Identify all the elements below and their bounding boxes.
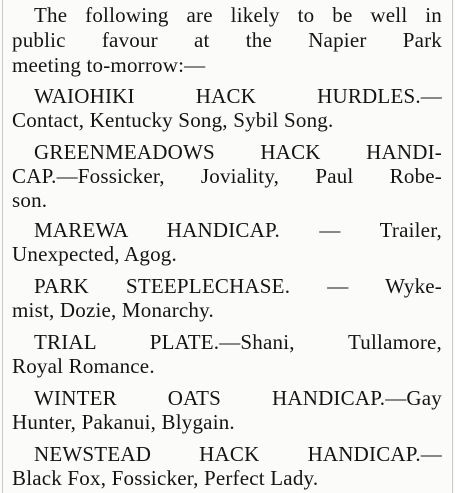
intro-line-1: The following are likely to be well in: [34, 3, 442, 27]
right-column-edge: [452, 0, 453, 493]
race-title-waiohiki: WAIOHIKI HACK HURDLES.—: [34, 84, 442, 108]
race-title-marewa: MAREWA HANDICAP. — Trailer,: [34, 218, 442, 242]
race-title-winter-oats: WINTER OATS HANDICAP.—Gay: [34, 386, 442, 410]
race-entries-marewa: Unexpected, Agog.: [12, 242, 177, 266]
race-entries-greenmeadows-1: CAP.—Fossicker, Joviality, Paul Robe-: [12, 164, 442, 188]
race-title-newstead: NEWSTEAD HACK HANDICAP.—: [34, 442, 442, 466]
race-entries-newstead: Black Fox, Fossicker, Perfect Lady.: [12, 466, 319, 490]
race-entries-winter-oats: Hunter, Pakanui, Blygain.: [12, 410, 235, 434]
intro-line-2: public favour at the Napier Park: [12, 28, 442, 52]
race-title-trial-plate: TRIAL PLATE.—Shani, Tullamore,: [34, 330, 442, 354]
race-title-greenmeadows: GREENMEADOWS HACK HANDI-: [34, 140, 442, 164]
race-entries-trial-plate: Royal Romance.: [12, 354, 155, 378]
race-entries-park-steeplechase: mist, Dozie, Monarchy.: [12, 298, 214, 322]
intro-line-3: meeting to-morrow:—: [12, 53, 206, 77]
race-entries-greenmeadows-2: son.: [12, 188, 48, 212]
race-title-park-steeplechase: PARK STEEPLECHASE. — Wyke-: [34, 274, 442, 298]
race-entries-waiohiki: Contact, Kentucky Song, Sybil Song.: [12, 108, 334, 132]
left-column-edge: [2, 0, 3, 493]
